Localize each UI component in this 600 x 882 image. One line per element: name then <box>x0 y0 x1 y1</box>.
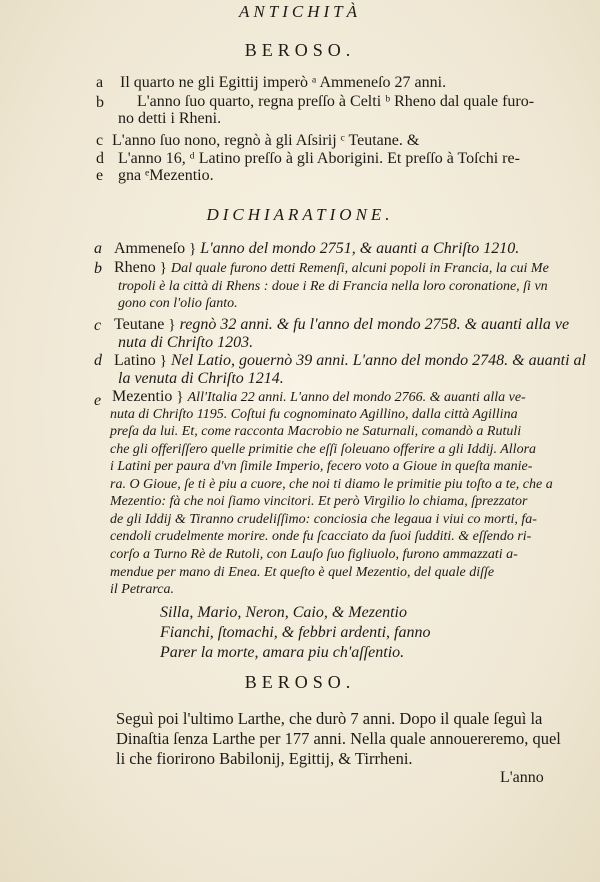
marginal-letter-b: b <box>96 94 104 111</box>
note-term: Teutane <box>114 316 165 333</box>
marginal-letter-a: a <box>96 74 104 91</box>
note-b-line: Rheno } Dal quale furono detti Remenſi, alcuni popoli in Francia, la cui Me <box>114 259 549 276</box>
brace-icon: } <box>168 317 176 333</box>
note-b-line: gono con l'olio ſanto. <box>118 296 238 311</box>
note-marker-b: b <box>94 260 102 277</box>
note-marker-a: a <box>94 240 102 257</box>
note-b-line: tropoli è la città di Rhens : doue i Re di Francia nella loro coronatione, ſi vn <box>118 279 548 294</box>
marginal-letter-e: e <box>96 167 104 184</box>
note-e-line: corſo a Turno Rè de Rutoli, con Lauſo ſuo figliuolo, furono ammazzati a- <box>110 547 518 562</box>
brace-icon: } <box>189 241 197 257</box>
note-e-line: cendoli crudelmente morire. onde fu ſcacciato da ſuoi ſudditi. & eſſendo ri- <box>110 529 532 544</box>
verse-line: Parer la morte, amara piu ch'aſſentio. <box>160 644 405 661</box>
verse-line: Silla, Mario, Neron, Caio, & Mezentio <box>160 604 407 621</box>
note-c-line: nuta di Chriſto 1203. <box>118 334 254 351</box>
note-e-line: Mezentio: fà che noi ſiamo vincitori. Et però Virgilio lo chiama, ſprezzator <box>110 494 528 509</box>
marginal-letter-c: c <box>96 132 104 149</box>
note-term: Rheno <box>114 259 156 276</box>
note-e-line: ra. O Gioue, ſe ti è piu a cuore, che noi ti diamo le primitie piu toſto a te, che a <box>110 477 553 492</box>
note-e-line: il Petrarca. <box>110 582 175 597</box>
note-marker-d: d <box>94 352 102 369</box>
note-marker-c: c <box>94 317 102 334</box>
beroso-line: Seguì poi l'ultimo Larthe, che durò 7 anni. Dopo il quale ſeguì la <box>116 709 543 728</box>
note-term: Ammeneſo <box>114 240 186 257</box>
dichiaratione-heading: DICHIARATIONE. <box>206 205 394 224</box>
verse-line: Fianchi, ſtomachi, & febbri ardenti, fanno <box>160 624 431 641</box>
note-term: Latino <box>114 352 156 369</box>
note-term: Mezentio <box>112 388 173 405</box>
beroso-line: L'anno ſuo quarto, regna preſſo à Celti ᵇ Rheno dal quale furo- <box>137 93 535 110</box>
beroso-line: Il quarto ne gli Egittij imperò ᵃ Ammeneſo 27 anni. <box>120 74 447 91</box>
note-e-line: che gli offeriſſero quelle primitie che eſſi ſoleuano offerire a gli Iddij. Allora <box>110 442 537 457</box>
section-heading-beroso: BEROSO. <box>244 40 356 60</box>
note-d-line: la venuta di Chriſto 1214. <box>118 370 284 387</box>
note-e-line: de gli Iddij & Tiranno crudeliſſimo: conciosia che legaua i viui co morti, fa- <box>110 512 537 527</box>
marginal-letter-d: d <box>96 150 104 167</box>
note-d-line: Latino } Nel Latio, gouernò 39 anni. L'anno del mondo 2748. & auanti al <box>114 352 586 369</box>
beroso-line: gna ᵉMezentio. <box>118 167 214 184</box>
note-a-line: Ammeneſo } L'anno del mondo 2751, & auanti a Chriſto 1210. <box>114 240 520 257</box>
note-c-line: Teutane } regnò 32 anni. & fu l'anno del mondo 2758. & auanti alla ve <box>114 316 570 333</box>
note-e-line: mendue per mano di Enea. Et queſto è quel Mezentio, del quale diſſe <box>110 565 495 580</box>
beroso-line: L'anno ſuo nono, regnò à gli Aſsirij ᶜ Teutane. & <box>112 132 420 149</box>
catchword: L'anno <box>500 769 544 786</box>
beroso-line: no detti i Rheni. <box>118 110 222 127</box>
section-heading-beroso: BEROSO. <box>244 672 356 692</box>
beroso-line: Dinaſtia ſenza Larthe per 177 anni. Nella quale annouereremo, quel <box>116 729 561 748</box>
beroso-line: li che fiorirono Babilonij, Egittij, & Tirrheni. <box>116 749 413 768</box>
beroso-line: L'anno 16, ᵈ Latino preſſo à gli Aborigini. Et preſſo à Toſchi re- <box>118 150 520 167</box>
note-e-line: i Latini per paura d'vn ſimile Imperio, fecero voto a Gioue in queſta manie- <box>110 459 533 474</box>
note-e-line: nuta di Chriſto 1195. Coſtui fu cognominato Agillino, dalla città Agillina <box>110 407 518 422</box>
note-e-line: Mezentio } All'Italia 22 anni. L'anno del mondo 2766. & auanti alla ve- <box>112 388 526 405</box>
note-marker-e: e <box>94 392 102 409</box>
brace-icon: } <box>176 389 184 405</box>
brace-icon: } <box>159 260 167 276</box>
running-head: ANTICHITÀ <box>239 2 361 21</box>
brace-icon: } <box>159 353 167 369</box>
note-e-line: preſa da lui. Et, come racconta Macrobio ne Saturnali, comandò a Rutuli <box>110 424 522 439</box>
